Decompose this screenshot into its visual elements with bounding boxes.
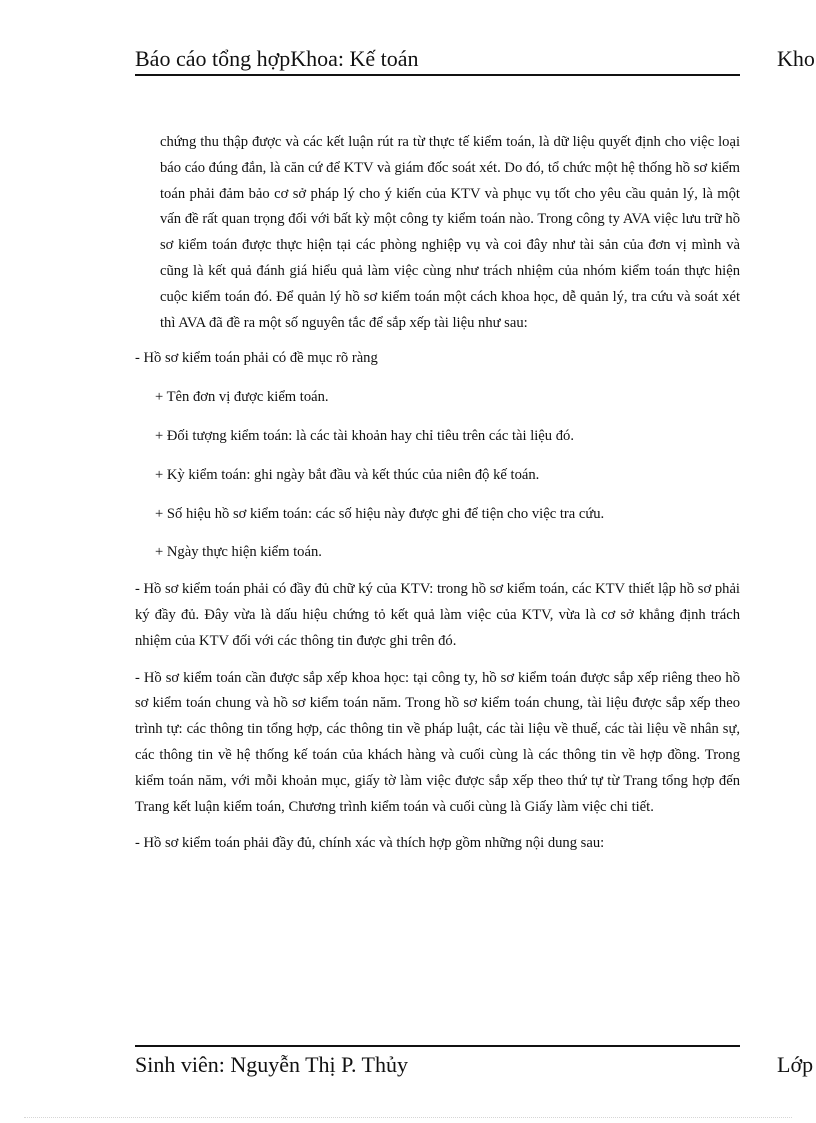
arrangement-rule-paragraph: - Hồ sơ kiểm toán cần được sắp xếp khoa học: tại công ty, hồ sơ kiểm toán được sắp xếp riêng theo hồ sơ kiểm toán chung và hồ sơ kiểm toán năm. Trong hồ sơ kiểm toán chung, tài liệu được sắp xếp theo trình tự: các thông tin tổng hợp, các thông tin về pháp luật, các tài liệu về thuế, các tài liệu về nhân sự, các thông tin về hệ thống kế toán của khách hàng và cuối cùng là các thông tin về hợp đồng. Trong kiểm toán năm, với mỗi khoản mục, giấy tờ làm việc được sắp xếp theo thứ tự từ Trang tổng hợp đến Trang kết luận kiểm toán, Chương trình kiểm toán và cuối cùng là Giấy làm việc chi tiết. [135,669,740,815]
intro-paragraph: chứng thu thập được và các kết luận rút ra từ thực tế kiểm toán, là dữ liệu quyết định cho việc loại báo cáo đúng đắn, là căn cứ để KTV và giám đốc soát xét. Do đó, tổ chức một hệ thống hồ sơ kiểm toán phải đảm bảo cơ sở pháp lý cho ý kiến của KTV và phục vụ tốt cho yêu cầu quản lý, là một vấn đề rất quan trọng đối với bất kỳ một công ty kiểm toán nào. Trong công ty AVA việc lưu trữ hồ sơ kiểm toán được thực hiện tại các phòng nghiệp vụ và coi đây như tài sản của đơn vị mình và cũng là kết quả đánh giá hiểu quả làm việc cùng như trách nhiệm của nhóm kiểm toán thực hiện cuộc kiểm toán đó. Để quản lý hồ sơ kiểm toán một cách khoa học, dễ quản lý, tra cứu và soát xét thì AVA đã đề ra một số nguyên tắc để sắp xếp tài liệu như sau: [160,134,740,331]
footer-student-name: Sinh viên: Nguyễn Thị P. Thủy [135,1052,408,1077]
list-item: + Ngày thực hiện kiểm toán. [155,544,322,561]
signature-rule-paragraph: - Hồ sơ kiểm toán phải có đầy đủ chữ ký của KTV: trong hồ sơ kiểm toán, các KTV thiết lập hồ sơ phải ký đầy đủ. Đây vừa là dấu hiệu chứng tỏ kết quả làm việc của KTV, vừa là cơ sở khẳng định trách nhiệm của KTV đối với các thông tin được ghi trên đó. [135,581,740,649]
header-title: Báo cáo tổng hợpKhoa: Kế toán [135,46,419,71]
document-body [135,130,740,857]
page-bottom-dotted-line [24,1117,792,1118]
footer-rule [135,1045,740,1047]
rule-heading-paragraph: - Hồ sơ kiểm toán phải có đề mục rõ ràng [135,350,378,367]
footer-right-text: Lớp [777,1052,814,1077]
completeness-rule-paragraph: - Hồ sơ kiểm toán phải đầy đủ, chính xác và thích hợp gồm những nội dung sau: [135,835,605,852]
list-item: + Kỳ kiểm toán: ghi ngày bắt đầu và kết thúc của niên độ kế toán. [155,466,540,483]
list-item: + Tên đơn vị được kiểm toán. [155,389,329,406]
list-item: + Số hiệu hồ sơ kiểm toán: các số hiệu này được ghi để tiện cho việc tra cứu. [155,505,605,522]
header-rule [135,74,740,76]
list-item: + Đối tượng kiểm toán: là các tài khoản hay chỉ tiêu trên các tài liệu đó. [155,427,574,444]
header-right-text: Kho [777,46,815,71]
